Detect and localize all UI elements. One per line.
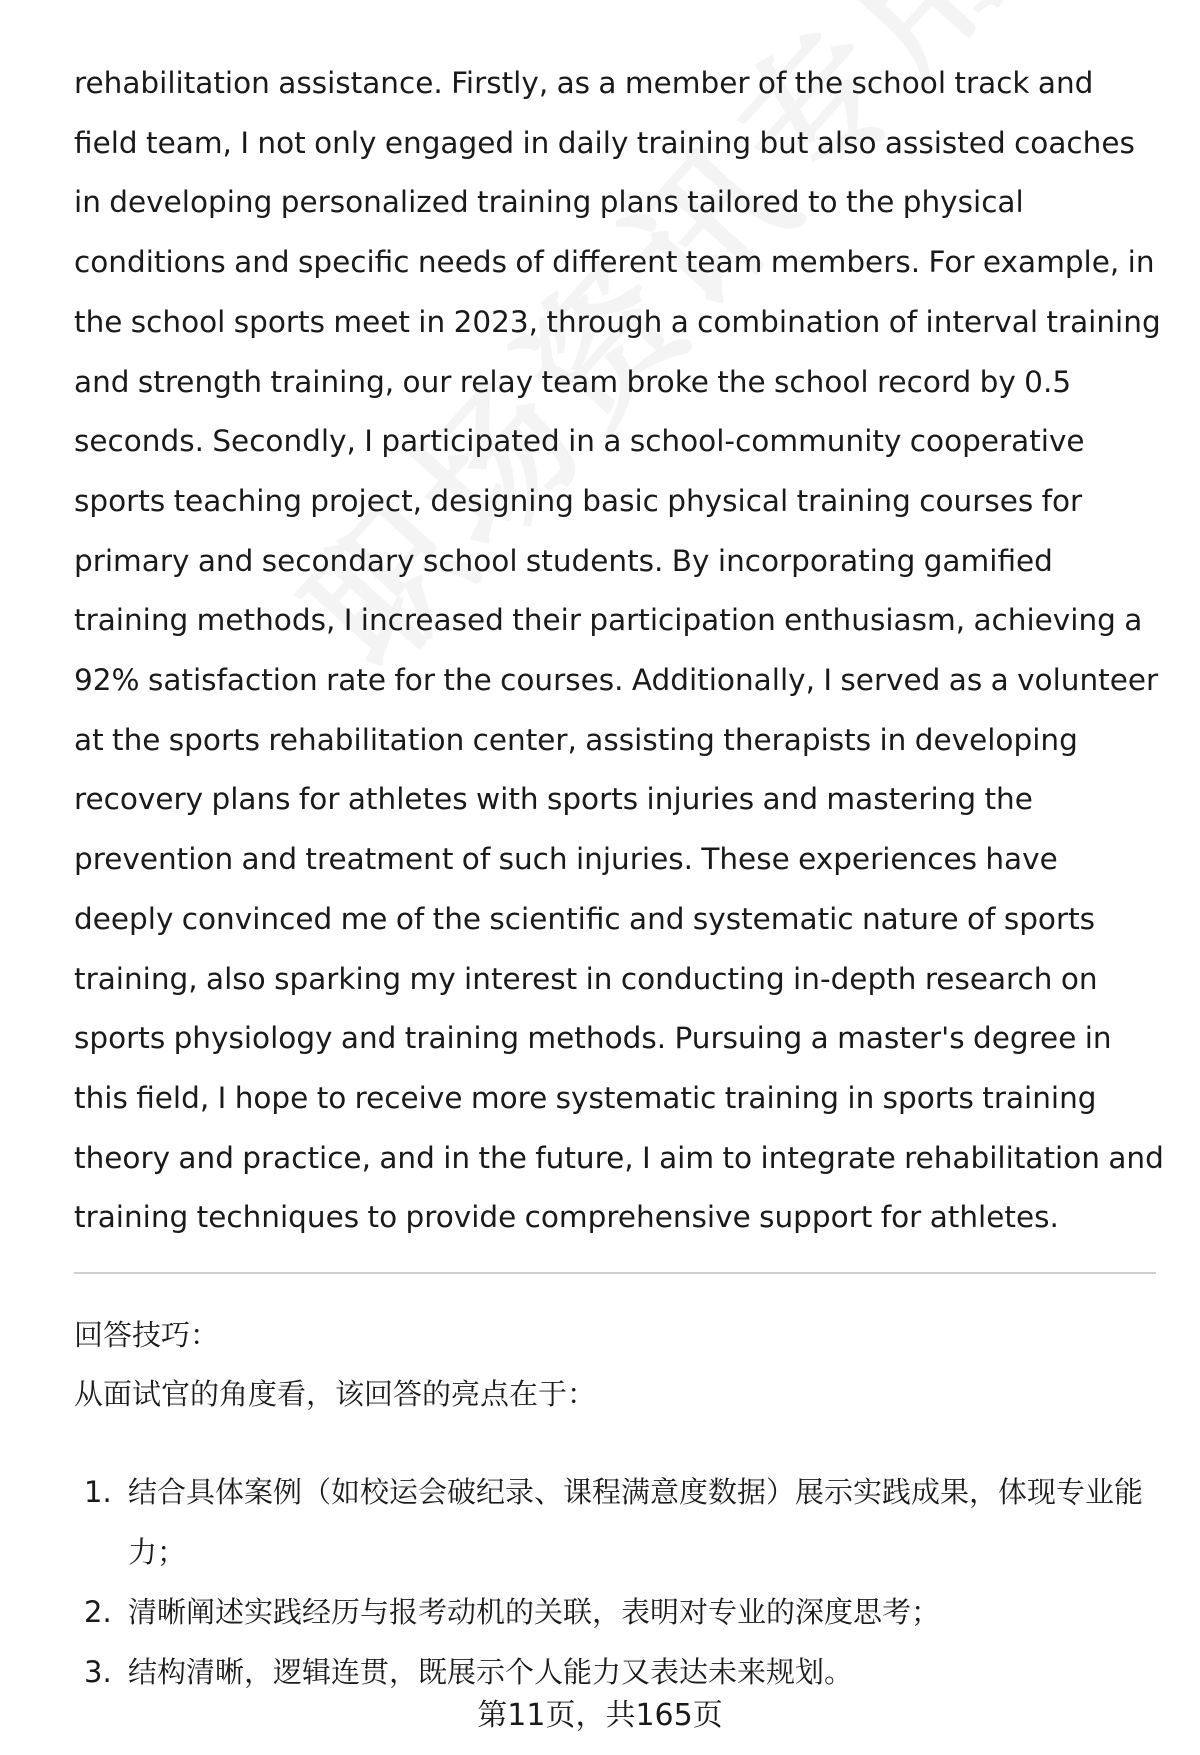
page-number-footer: 第11页，共165页 [477, 1698, 723, 1733]
tips-item-number: 2. [84, 1595, 112, 1629]
answer-paragraph: rehabilitation assistance. Firstly, as a member of the school track and field team, I not only engaged in daily training but also assisted coaches in developing personalized training plans tailored to the physical conditions and specific needs of different team members. For example, in the school sports meet in 2023, through a combination of interval training and strength training, our relay team broke the school record by 0.5 seconds. Secondly, I participated in a school-community cooperative sports teaching project, designing basic physical training courses for primary and secondary school students. By incorporating gamified training methods, I increased their participation enthusiasm, achieving a 92% satisfaction rate for the courses. Additionally, I served as a volunteer at the sports rehabilitation center, assisting therapists in developing recovery plans for athletes with sports injuries and mastering the prevention and treatment of such injuries. These experiences have deeply convinced me of the scientific and systematic nature of sports training, also sparking my interest in conducting in-depth research on sports physiology and training methods. Pursuing a master's degree in this field, I hope to receive more systematic training in sports training theory and practice, and in the future, I aim to integrate rehabilitation and training techniques to provide comprehensive support for athletes. [74, 66, 1164, 1235]
tips-intro: 从面试官的角度看，该回答的亮点在于： [74, 1377, 597, 1411]
tips-item-text: 结构清晰，逻辑连贯，既展示个人能力又表达未来规划。 [128, 1655, 854, 1689]
tips-item-number: 1. [84, 1475, 112, 1509]
tips-item-number: 3. [84, 1655, 112, 1689]
section-divider [74, 1272, 1156, 1274]
tips-list-item [74, 1462, 1164, 1582]
tips-item-text: 结合具体案例（如校运会破纪录、课程满意度数据）展示实践成果，体现专业能力； [128, 1475, 1144, 1569]
tips-list-item [74, 1642, 1164, 1702]
tips-list-item [74, 1582, 1164, 1642]
tips-heading: 回答技巧： [74, 1318, 220, 1352]
tips-list [74, 1462, 1164, 1702]
tips-item-text: 清晰阐述实践经历与报考动机的关联，表明对专业的深度思考； [128, 1595, 941, 1629]
